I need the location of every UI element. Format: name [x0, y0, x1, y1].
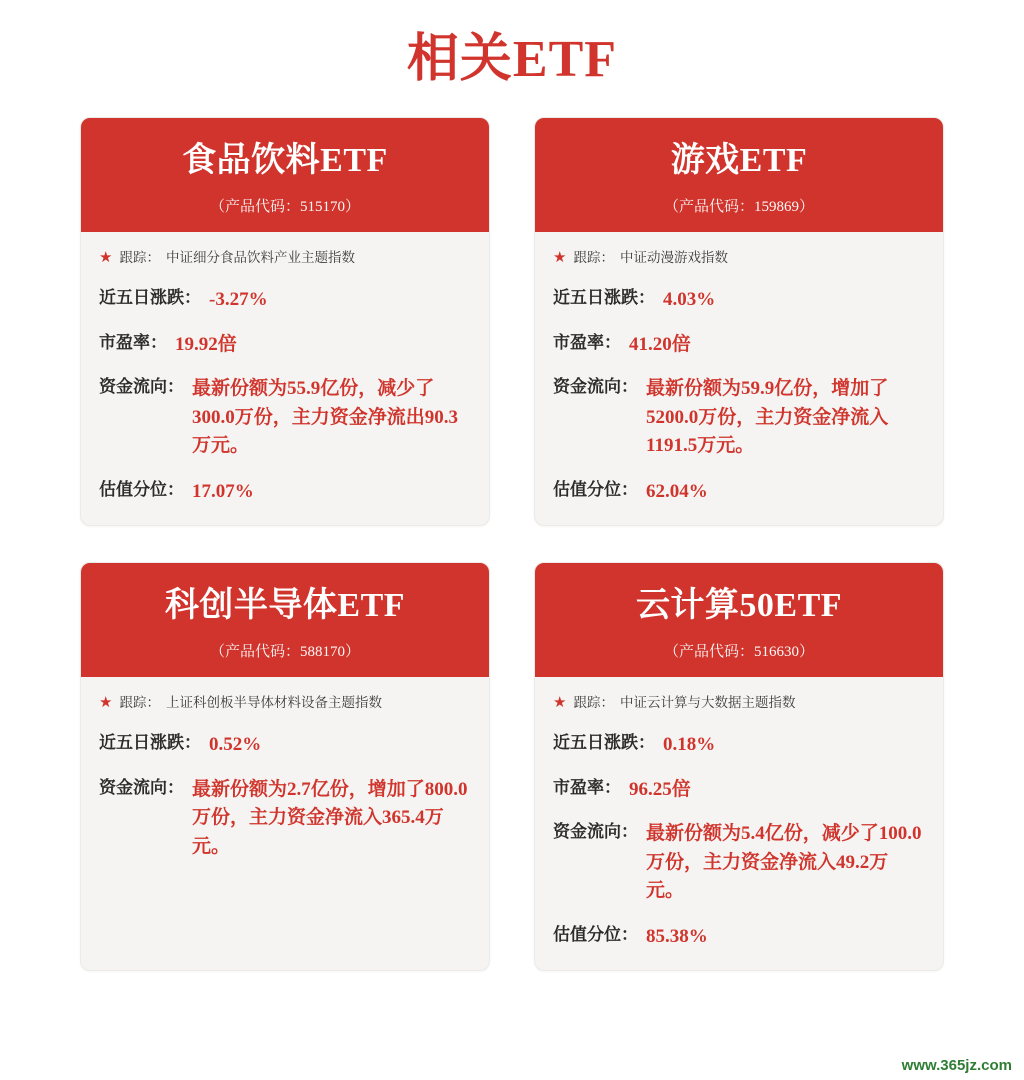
etf-pe-row — [553, 776, 925, 804]
etf-pe-row — [99, 331, 471, 359]
valuation-value: 17.07% — [192, 480, 254, 502]
star-icon: ★ — [99, 694, 113, 711]
pe-label: 市盈率： — [553, 777, 621, 797]
etf-code — [545, 195, 933, 216]
flow-value: 最新份额为55.9亿份，减少了300.0万份，主力资金净流出90.3万元。 — [192, 378, 459, 457]
etf-code — [91, 195, 479, 216]
etf-card — [80, 117, 490, 526]
track-label: 跟踪： — [119, 695, 160, 711]
track-label: 跟踪： — [573, 250, 614, 266]
flow-value: 最新份额为2.7亿份，增加了800.0万份，主力资金净流入365.4万元。 — [192, 778, 468, 857]
five-day-value: 4.03% — [663, 288, 716, 310]
etf-valuation-row — [99, 478, 471, 506]
valuation-label: 估值分位： — [553, 479, 638, 499]
pe-label: 市盈率： — [99, 332, 167, 352]
etf-code-suffix: ） — [799, 199, 815, 216]
page-title: 相关ETF — [406, 31, 618, 88]
etf-card-grid — [80, 117, 944, 971]
etf-card-body — [81, 232, 489, 525]
track-value: 上证科创板半导体材料设备主题指数 — [165, 695, 382, 711]
etf-card-body — [535, 232, 943, 525]
etf-card-header — [535, 563, 943, 677]
valuation-label: 估值分位： — [99, 479, 184, 499]
track-label: 跟踪： — [573, 695, 614, 711]
etf-code-suffix: ） — [345, 199, 361, 216]
etf-code-value: 159869 — [754, 199, 799, 216]
valuation-value: 85.38% — [646, 925, 708, 947]
etf-card-header — [535, 118, 943, 232]
etf-name: 食品饮料ETF — [182, 142, 388, 179]
etf-valuation-row — [553, 478, 925, 506]
five-day-label: 近五日涨跌： — [553, 287, 655, 307]
etf-five-day-row — [99, 731, 471, 759]
etf-card-header — [81, 563, 489, 677]
five-day-value: 0.52% — [209, 734, 262, 756]
track-value: 中证云计算与大数据主题指数 — [619, 695, 796, 711]
etf-code-prefix: （产品代码： — [209, 199, 300, 216]
etf-card — [80, 562, 490, 971]
star-icon: ★ — [553, 694, 567, 711]
five-day-label: 近五日涨跌： — [99, 733, 201, 753]
etf-code-prefix: （产品代码： — [663, 199, 754, 216]
etf-card-header — [81, 118, 489, 232]
etf-code-value: 516630 — [754, 644, 799, 661]
etf-track-row — [99, 248, 471, 268]
flow-label: 资金流向： — [99, 777, 184, 797]
valuation-label: 估值分位： — [553, 924, 638, 944]
etf-track-row — [99, 693, 471, 713]
five-day-value: -3.27% — [209, 288, 268, 310]
etf-code-value: 588170 — [300, 644, 345, 661]
etf-track-row — [553, 248, 925, 268]
pe-value: 19.92倍 — [175, 333, 237, 355]
flow-label: 资金流向： — [553, 377, 638, 397]
etf-flow-row — [553, 820, 925, 906]
etf-track-row — [553, 693, 925, 713]
etf-five-day-row — [99, 286, 471, 314]
track-label: 跟踪： — [119, 250, 160, 266]
track-value: 中证细分食品饮料产业主题指数 — [165, 250, 355, 266]
pe-label: 市盈率： — [553, 332, 621, 352]
etf-code-prefix: （产品代码： — [209, 644, 300, 661]
etf-code-suffix: ） — [799, 644, 815, 661]
flow-value: 最新份额为59.9亿份，增加了5200.0万份，主力资金净流入1191.5万元。 — [646, 378, 889, 457]
pe-value: 96.25倍 — [629, 778, 691, 800]
valuation-value: 62.04% — [646, 480, 708, 502]
etf-name: 科创半导体ETF — [164, 587, 406, 625]
five-day-label: 近五日涨跌： — [99, 287, 201, 307]
star-icon: ★ — [553, 249, 567, 266]
etf-five-day-row — [553, 286, 925, 314]
flow-label: 资金流向： — [99, 377, 184, 397]
etf-name: 云计算50ETF — [635, 587, 843, 625]
etf-flow-row — [99, 375, 471, 461]
etf-code — [91, 640, 479, 661]
flow-value: 最新份额为5.4亿份，减少了100.0万份，主力资金净流入49.2万元。 — [646, 823, 922, 902]
site-watermark: www.365jz.com — [901, 1057, 1012, 1074]
etf-code-suffix: ） — [345, 644, 361, 661]
etf-code — [545, 640, 933, 661]
etf-card — [534, 562, 944, 971]
etf-card-body — [535, 677, 943, 970]
etf-card — [534, 117, 944, 526]
star-icon: ★ — [99, 249, 113, 266]
pe-value: 41.20倍 — [629, 333, 691, 355]
etf-name: 游戏ETF — [670, 142, 808, 179]
etf-five-day-row — [553, 731, 925, 759]
etf-flow-row — [99, 776, 471, 862]
etf-pe-row — [553, 331, 925, 359]
etf-valuation-row — [553, 923, 925, 951]
etf-code-value: 515170 — [300, 199, 345, 216]
track-value: 中证动漫游戏指数 — [619, 250, 728, 266]
etf-flow-row — [553, 375, 925, 461]
flow-label: 资金流向： — [553, 822, 638, 842]
five-day-value: 0.18% — [663, 734, 716, 756]
five-day-label: 近五日涨跌： — [553, 733, 655, 753]
etf-code-prefix: （产品代码： — [663, 644, 754, 661]
etf-card-body — [81, 677, 489, 970]
